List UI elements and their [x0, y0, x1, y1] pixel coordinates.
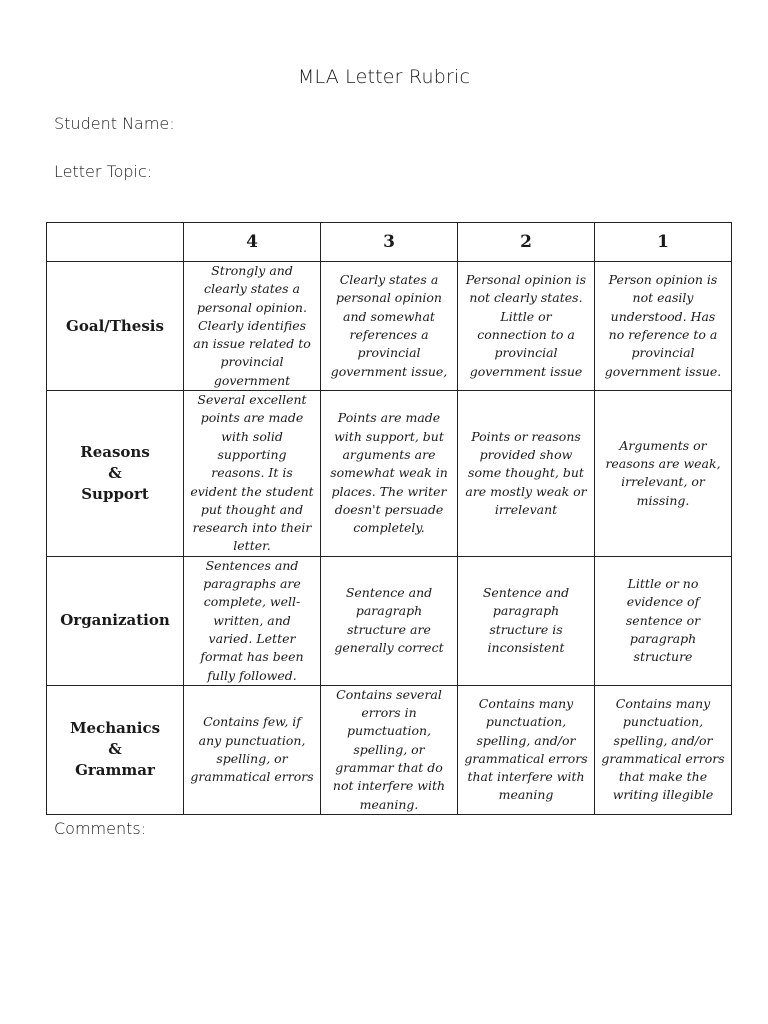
score-header-2: 2 [458, 223, 595, 262]
rubric-cell: Sentence and paragraph structure is inconsistent [458, 556, 595, 685]
criterion-mechanics-grammar [47, 685, 184, 814]
rubric-table [46, 222, 732, 815]
rubric-cell: Several excellent points are made with solid supporting reasons. It is evident the student put thought and research into their letter. [184, 391, 321, 557]
rubric-cell: Contains many punctuation, spelling, and/or grammatical errors that interfere with meaning [458, 685, 595, 814]
rubric-corner-cell [47, 223, 184, 262]
rubric-row-goal-thesis [47, 262, 732, 391]
criterion-line: Support [81, 484, 149, 503]
rubric-cell: Contains few, if any punctuation, spelling, or grammatical errors [184, 685, 321, 814]
rubric-cell: Sentence and paragraph structure are generally correct [321, 556, 458, 685]
rubric-cell: Person opinion is not easily understood. Has no reference to a provincial government issue. [595, 262, 732, 391]
rubric-row-organization [47, 556, 732, 685]
criterion-line: Mechanics [69, 719, 161, 738]
rubric-cell: Little or no evidence of sentence or paragraph structure [595, 556, 732, 685]
criterion-organization: Organization [47, 556, 184, 685]
criterion-goal-thesis: Goal/Thesis [47, 262, 184, 391]
rubric-cell: Personal opinion is not clearly states. Little or connection to a provincial government issue [458, 262, 595, 391]
comments-label: Comments: [54, 819, 147, 838]
page-title: MLA Letter Rubric [297, 66, 471, 88]
criterion-line: & [108, 463, 122, 482]
rubric-cell: Clearly states a personal opinion and somewhat references a provincial government issue, [321, 262, 458, 391]
rubric-cell: Strongly and clearly states a personal opinion. Clearly identifies an issue related to provincial government [184, 262, 321, 391]
rubric-cell: Sentences and paragraphs are complete, well-written, and varied. Letter format has been fully followed. [184, 556, 321, 685]
score-header-1: 1 [595, 223, 732, 262]
rubric-row-mechanics-grammar [47, 685, 732, 814]
criterion-reasons-support [47, 391, 184, 557]
student-name-label: Student Name: [54, 114, 175, 133]
criterion-line: & [108, 740, 122, 759]
criterion-line: Grammar [75, 761, 155, 780]
rubric-cell: Contains many punctuation, spelling, and/or grammatical errors that make the writing illegible [595, 685, 732, 814]
rubric-row-reasons-support [47, 391, 732, 557]
rubric-cell: Points are made with support, but arguments are somewhat weak in places. The writer doesn't persuade completely. [321, 391, 458, 557]
rubric-header-row [47, 223, 732, 262]
rubric-cell: Points or reasons provided show some thought, but are mostly weak or irrelevant [458, 391, 595, 557]
rubric-cell: Arguments or reasons are weak, irrelevant, or missing. [595, 391, 732, 557]
criterion-line: Reasons [80, 442, 150, 461]
rubric-cell: Contains several errors in pumctuation, spelling, or grammar that do not interfere with meaning. [321, 685, 458, 814]
score-header-3: 3 [321, 223, 458, 262]
letter-topic-label: Letter Topic: [54, 162, 153, 181]
score-header-4: 4 [184, 223, 321, 262]
